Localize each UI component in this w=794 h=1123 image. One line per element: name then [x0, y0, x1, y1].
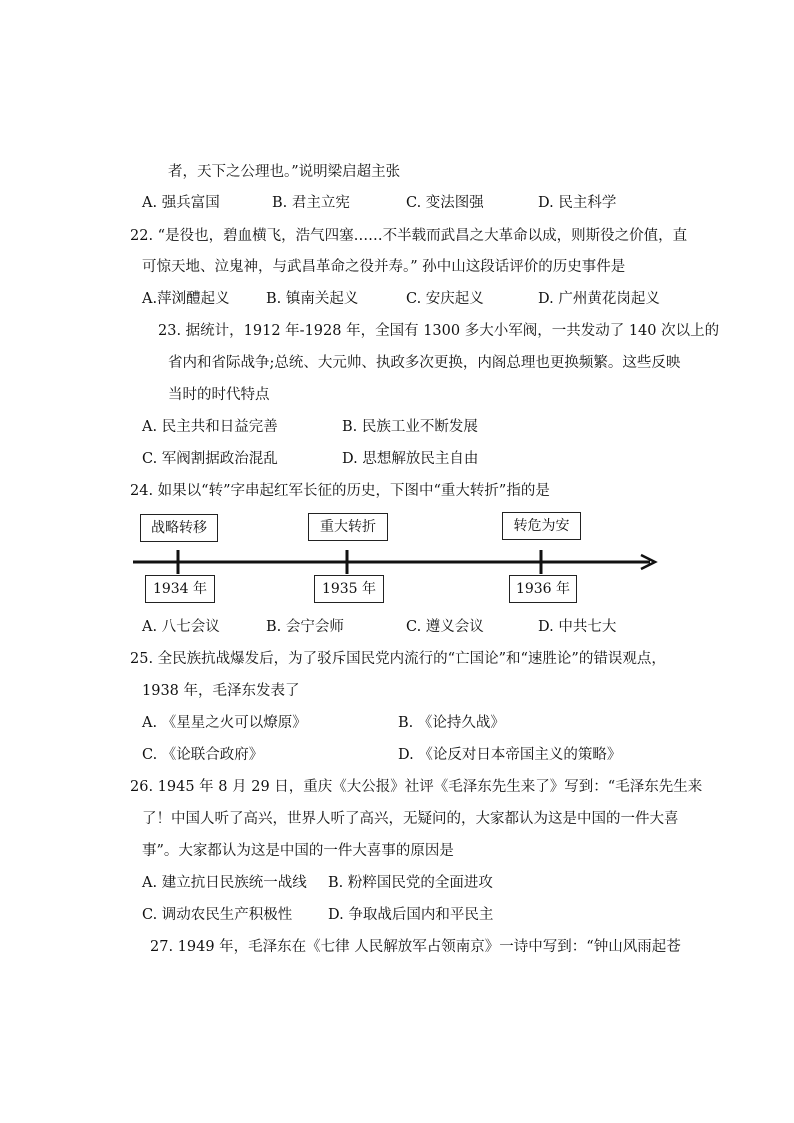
q22-option-a: A.萍浏醴起义	[142, 291, 230, 307]
q26-option-c: C. 调动农民生产积极性	[142, 907, 293, 923]
q25-stem-line1: 25. 全民族抗战爆发后，为了驳斥国民党内流行的“亡国论”和“速胜论”的错误观点，	[130, 651, 666, 667]
q25-option-c: C. 《论联合政府》	[142, 747, 264, 763]
q21-option-d: D. 民主科学	[538, 195, 617, 211]
q23-option-d: D. 思想解放民主自由	[342, 451, 479, 467]
q22-option-c: C. 安庆起义	[406, 291, 484, 307]
q26-stem-line1: 26. 1945 年 8 月 29 日，重庆《大公报》社评《毛泽东先生来了》写到：“毛泽东先生来	[130, 779, 703, 795]
q25-option-a: A. 《星星之火可以燎原》	[142, 715, 307, 731]
q22-option-b: B. 镇南关起义	[266, 291, 359, 307]
q23-option-a: A. 民主共和日益完善	[142, 419, 278, 435]
q27-stem-line1: 27. 1949 年，毛泽东在《七律 人民解放军占领南京》一诗中写到：“钟山风雨起苍	[150, 939, 681, 955]
q23-stem-line3: 当时的时代特点	[168, 387, 270, 403]
q25-option-b: B. 《论持久战》	[398, 715, 505, 731]
q22-stem-line2: 可惊天地、泣鬼神，与武昌革命之役并寿。” 孙中山这段话评价的历史事件是	[142, 259, 626, 275]
q24-option-a: A. 八七会议	[142, 619, 220, 635]
q24-option-c: C. 遵义会议	[406, 619, 484, 635]
q22-stem-line1: 22. “是役也，碧血横飞，浩气四塞……不半载而武昌之大革命以成，则斯役之价值，直	[130, 228, 688, 244]
timeline-event-major-turning-point: 重大转折	[308, 513, 388, 541]
q21-option-b: B. 君主立宪	[272, 195, 350, 211]
q23-option-b: B. 民族工业不断发展	[342, 419, 478, 435]
q26-option-a: A. 建立抗日民族统一战线	[142, 875, 307, 891]
q26-option-d: D. 争取战后国内和平民主	[328, 907, 494, 923]
q21-option-a: A. 强兵富国	[142, 195, 220, 211]
q26-option-b: B. 粉粹国民党的全面进攻	[328, 875, 493, 891]
q25-stem-line2: 1938 年，毛泽东发表了	[142, 683, 300, 699]
q22-option-d: D. 广州黄花岗起义	[538, 291, 660, 307]
q24-option-b: B. 会宁会师	[266, 619, 344, 635]
timeline-year-1934: 1934 年	[145, 575, 215, 603]
q24-option-d: D. 中共七大	[538, 619, 617, 635]
q23-stem-line1: 23. 据统计，1912 年-1928 年，全国有 1300 多大小军阀，一共发动了 140 次以上的	[158, 323, 720, 339]
q21-stem-continuation: 者，天下之公理也。”说明梁启超主张	[168, 164, 401, 180]
timeline-year-1935: 1935 年	[314, 575, 384, 603]
q23-option-c: C. 军阀割据政治混乱	[142, 451, 278, 467]
q26-stem-line2: 了！中国人听了高兴，世界人听了高兴，无疑问的，大家都认为这是中国的一件大喜	[142, 811, 679, 827]
q25-option-d: D. 《论反对日本帝国主义的策略》	[398, 747, 622, 763]
q21-option-c: C. 变法图强	[406, 195, 484, 211]
timeline-event-strategic-transfer: 战略转移	[140, 514, 218, 542]
q26-stem-line3: 事”。大家都认为这是中国的一件大喜事的原因是	[142, 843, 454, 859]
q24-stem: 24. 如果以“转”字串起红军长征的历史，下图中“重大转折”指的是	[130, 483, 550, 499]
q23-stem-line2: 省内和省际战争;总统、大元帅、执政多次更换，内阁总理也更换频繁。这些反映	[168, 355, 681, 371]
timeline-year-1936: 1936 年	[509, 575, 577, 603]
timeline-event-danger-to-safety: 转危为安	[502, 512, 581, 540]
